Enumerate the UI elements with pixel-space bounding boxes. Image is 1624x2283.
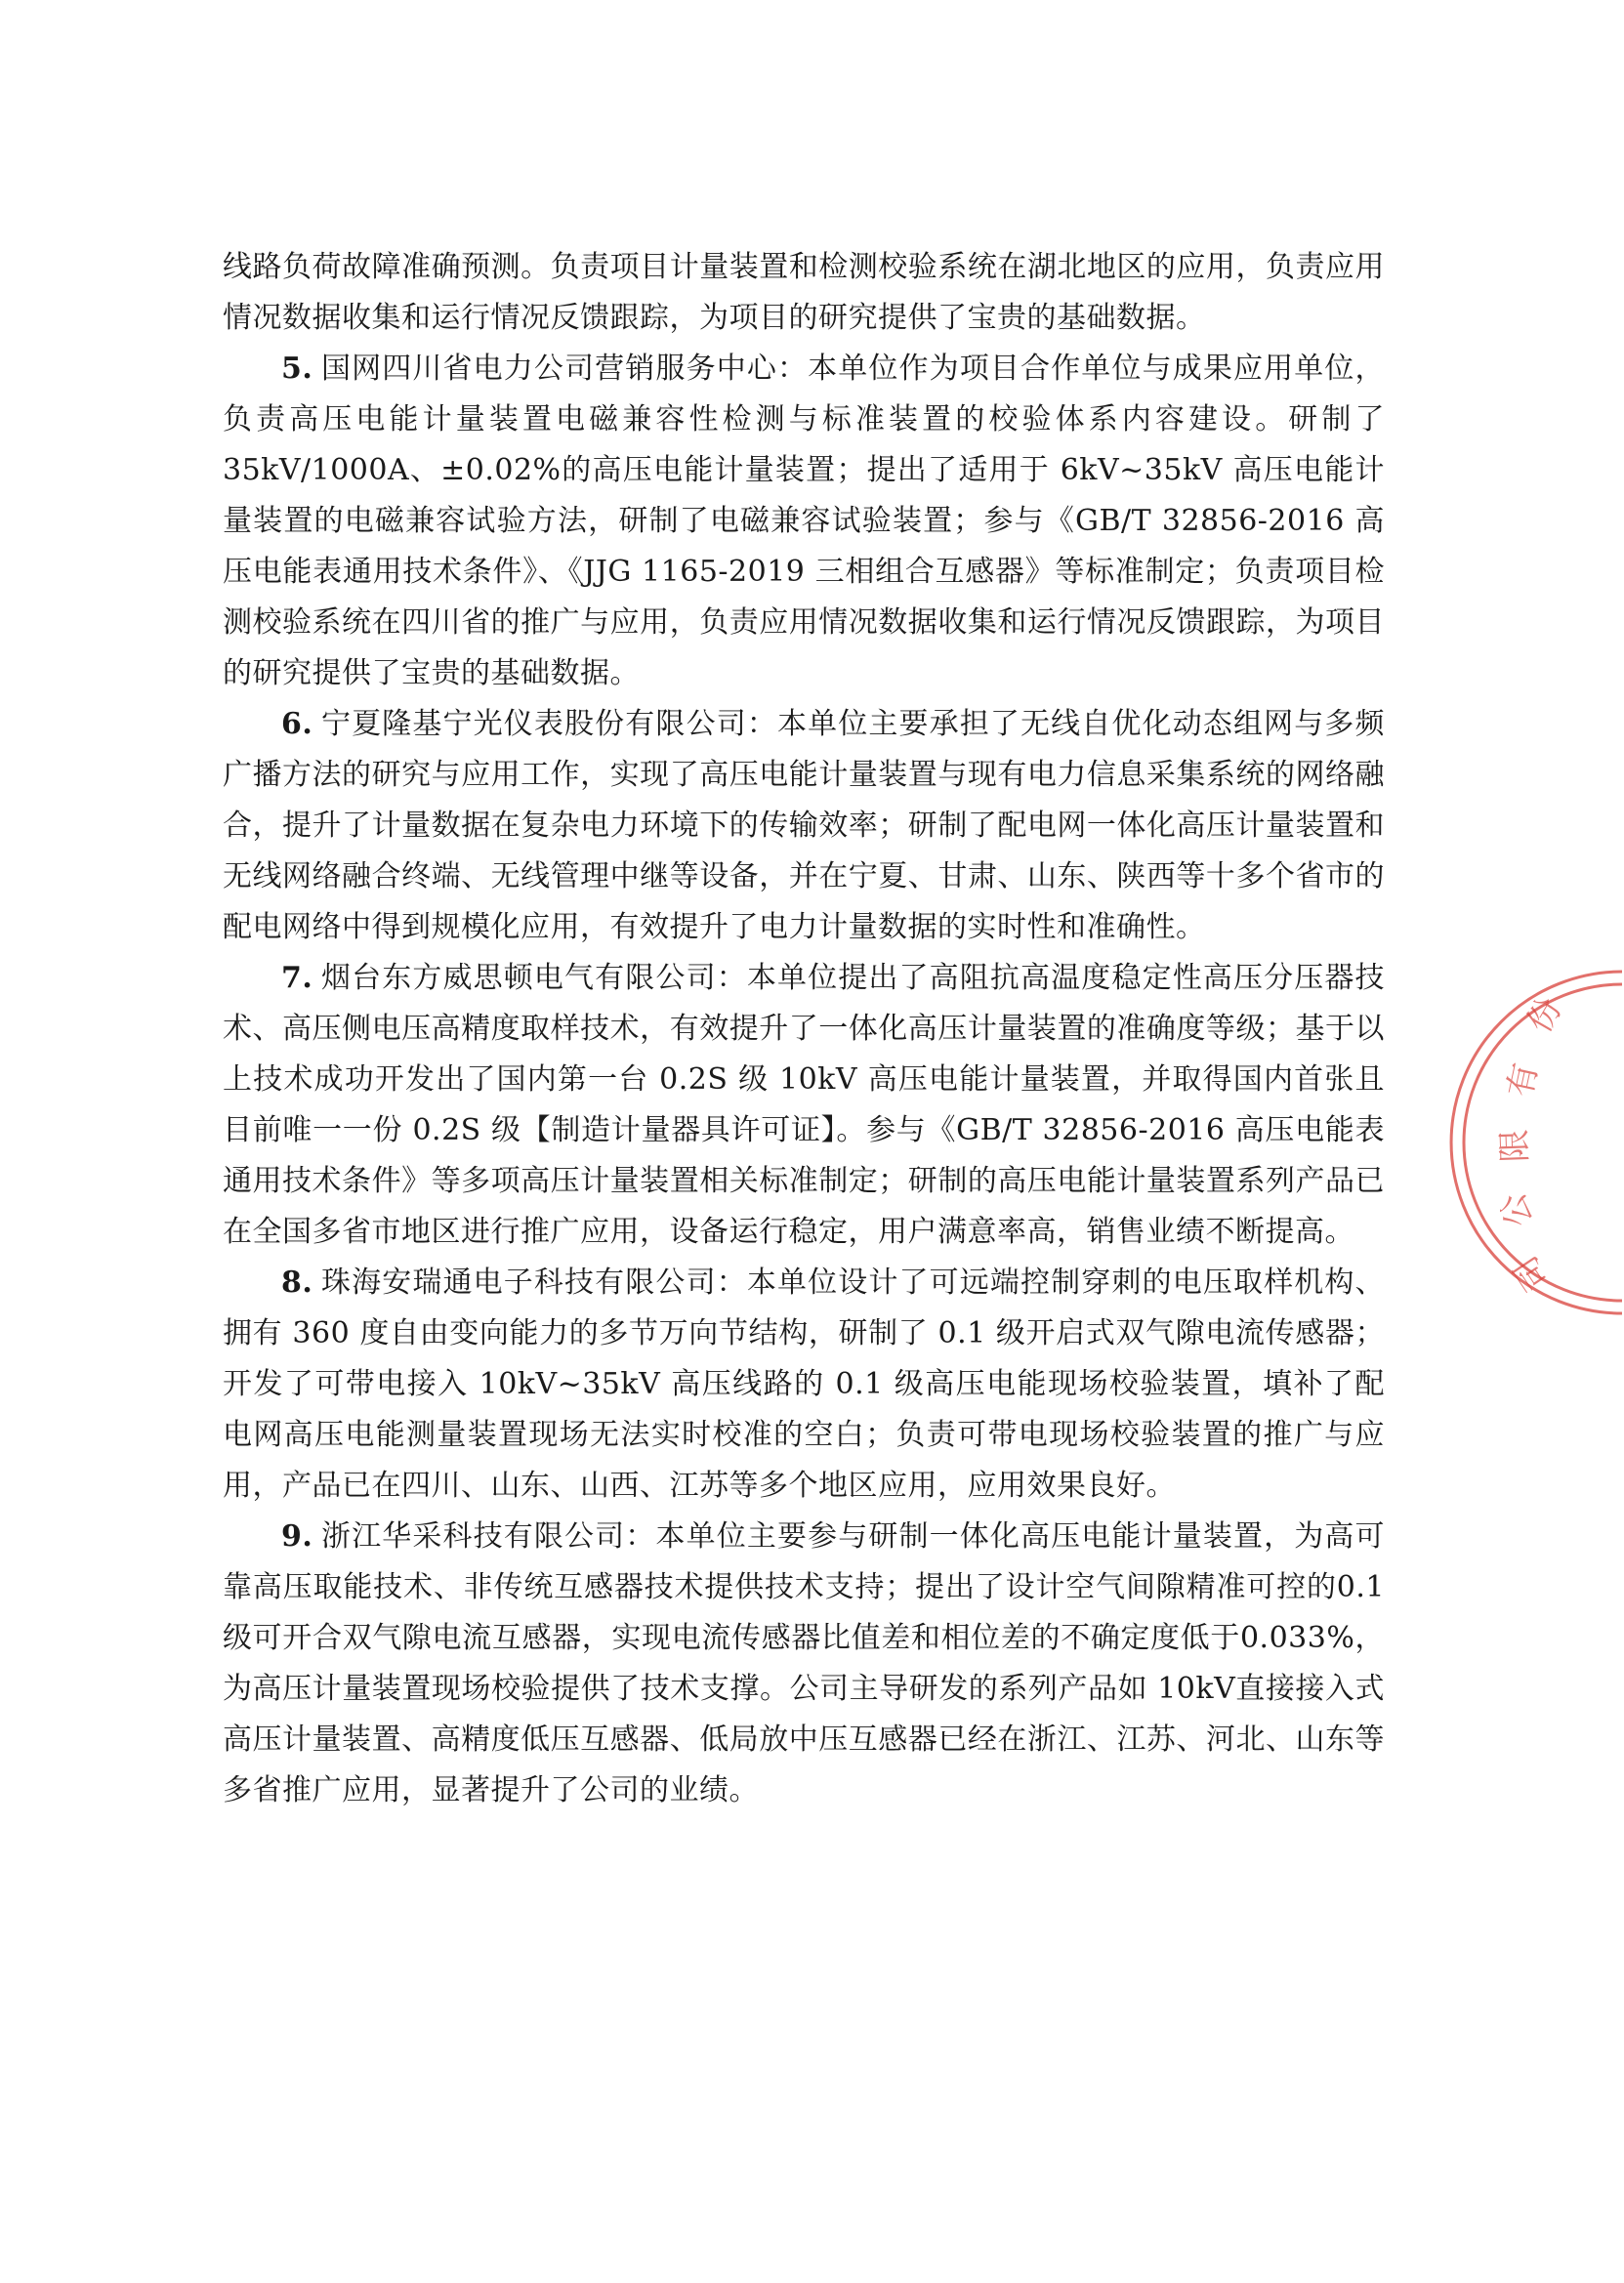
paragraph-item-6 [223, 699, 1385, 953]
body-text [223, 242, 1385, 1816]
svg-text:司: 司 [1506, 1248, 1558, 1299]
paragraph-continuation [223, 242, 1385, 344]
paragraph-text: 浙江华采科技有限公司：本单位主要参与研制一体化高压电能计量装置，为高可靠高压取能技术、非传统互感器技术提供技术支持；提出了设计空气间隙精准可控的0.1 级可开合双气隙电流互感器，实现电流传感器比值差和相位差的不确定度低于0.033%，为高压计量装置现场校验提供了技术支撑。公司主导研发的系列产品如 10kV直接接入式高压计量装置、高精度低压互感器、低局放中压互感器已经在浙江、江苏、河北、山东等多省推广应用，显著提升了公司的业绩。 [223, 1519, 1385, 1807]
paragraph-number: 5. [281, 352, 313, 386]
paragraph-item-7 [223, 953, 1385, 1258]
paragraph-number: 6. [281, 707, 313, 741]
paragraph-text: 烟台东方威思顿电气有限公司：本单位提出了高阻抗高温度稳定性高压分压器技术、高压侧电压高精度取样技术，有效提升了一体化高压计量装置的准确度等级；基于以上技术成功开发出了国内第一台 0.2S 级 10kV 高压电能计量装置，并取得国内首张且目前唯一一份 0.2S 级【制造计量器具许可证】。参与《GB/T 32856-2016 高压电能表通用技术条件》等多项高压计量装置相关标准制定；研制的高压电能计量装置系列产品已在全国多省市地区进行推广应用，设备运行稳定，用户满意率高，销售业绩不断提高。 [223, 961, 1385, 1249]
svg-text:有: 有 [1500, 1059, 1546, 1100]
paragraph-text: 珠海安瑞通电子科技有限公司：本单位设计了可远端控制穿刺的电压取样机构、拥有 360 度自由变向能力的多节万向节结构，研制了 0.1 级开启式双气隙电流传感器；开发了可带电接入 10kV~35kV 高压线路的 0.1 级高压电能现场校验装置，填补了配电网高压电能测量装置现场无法实时校准的空白；负责可带电现场校验装置的推广与应用，产品已在四川、山东、山西、江苏等多个地区应用，应用效果良好。 [223, 1266, 1385, 1503]
paragraph-number: 7. [281, 961, 313, 995]
svg-text:公: 公 [1493, 1187, 1541, 1232]
paragraph-item-8 [223, 1258, 1385, 1512]
paragraph-item-9 [223, 1512, 1385, 1816]
paragraph-text: 线路负荷故障准确预测。负责项目计量装置和检测校验系统在湖北地区的应用，负责应用情况数据收集和运行情况反馈跟踪，为项目的研究提供了宝贵的基础数据。 [223, 250, 1385, 335]
paragraph-text: 国网四川省电力公司营销服务中心：本单位作为项目合作单位与成果应用单位，负责高压电能计量装置电磁兼容性检测与标准装置的校验体系内容建设。研制了35kV/1000A、±0.02%的高压电能计量装置；提出了适用于 6kV~35kV 高压电能计量装置的电磁兼容试验方法，研制了电磁兼容试验装置；参与《GB/T 32856-2016 高压电能表通用技术条件》、《JJG 1165-2019 三相组合互感器》等标准制定；负责项目检测校验系统在四川省的推广与应用，负责应用情况数据收集和运行情况反馈跟踪，为项目的研究提供了宝贵的基础数据。 [223, 352, 1385, 690]
company-seal-stamp [1493, 967, 1624, 1318]
paragraph-number: 9. [281, 1519, 313, 1554]
paragraph-number: 8. [281, 1266, 313, 1300]
paragraph-item-5 [223, 344, 1385, 699]
svg-text:份: 份 [1520, 991, 1570, 1040]
svg-text:限: 限 [1494, 1128, 1535, 1164]
paragraph-text: 宁夏隆基宁光仪表股份有限公司：本单位主要承担了无线自优化动态组网与多频广播方法的研究与应用工作，实现了高压电能计量装置与现有电力信息采集系统的网络融合，提升了计量数据在复杂电力环境下的传输效率；研制了配电网一体化高压计量装置和无线网络融合终端、无线管理中继等设备，并在宁夏、甘肃、山东、陕西等十多个省市的配电网络中得到规模化应用，有效提升了电力计量数据的实时性和准确性。 [223, 707, 1385, 944]
